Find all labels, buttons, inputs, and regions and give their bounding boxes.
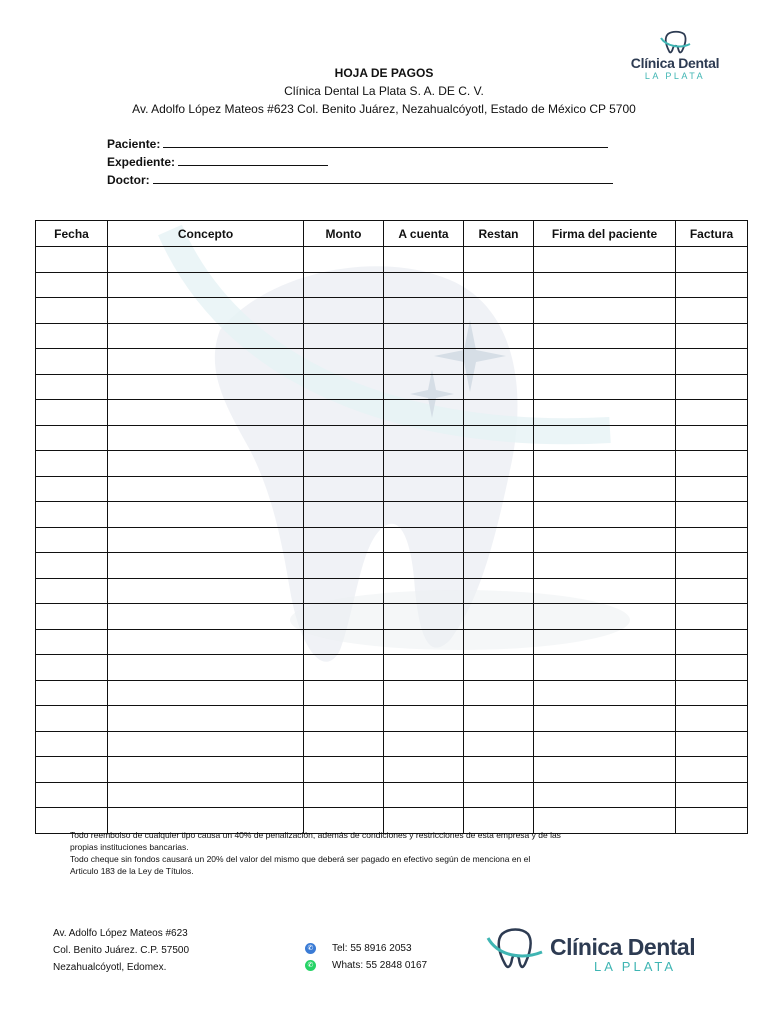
table-cell[interactable] [108, 476, 304, 502]
table-row [36, 451, 748, 477]
table-cell[interactable] [676, 323, 748, 349]
table-cell[interactable] [464, 247, 534, 273]
table-cell[interactable] [108, 578, 304, 604]
table-cell[interactable] [384, 374, 464, 400]
table-cell[interactable] [464, 731, 534, 757]
table-cell[interactable] [304, 247, 384, 273]
table-cell[interactable] [304, 374, 384, 400]
column-header-amount: Monto [304, 221, 384, 247]
table-cell[interactable] [36, 629, 108, 655]
table-cell[interactable] [36, 680, 108, 706]
phone-icon: ✆ [305, 943, 316, 954]
table-cell[interactable] [108, 604, 304, 630]
table-cell[interactable] [676, 502, 748, 528]
table-cell[interactable] [676, 553, 748, 579]
table-cell[interactable] [36, 476, 108, 502]
table-cell[interactable] [304, 400, 384, 426]
table-cell[interactable] [36, 374, 108, 400]
table-cell[interactable] [534, 655, 676, 681]
note-line: Todo cheque sin fondos causará un 20% del valor del mismo que deberá ser pagado en efectivo según de menciona en el [70, 854, 531, 864]
table-cell[interactable] [108, 425, 304, 451]
note-line: propias instituciones bancarias. [70, 842, 189, 852]
table-row [36, 553, 748, 579]
table-cell[interactable] [304, 298, 384, 324]
table-cell[interactable] [534, 272, 676, 298]
table-cell[interactable] [304, 578, 384, 604]
table-cell[interactable] [108, 323, 304, 349]
table-row [36, 374, 748, 400]
table-cell[interactable] [36, 604, 108, 630]
table-cell[interactable] [464, 323, 534, 349]
table-cell[interactable] [36, 553, 108, 579]
table-cell[interactable] [464, 451, 534, 477]
table-cell[interactable] [676, 374, 748, 400]
table-cell[interactable] [108, 629, 304, 655]
table-cell[interactable] [676, 655, 748, 681]
footer-address-line: Av. Adolfo López Mateos #623 [53, 928, 188, 939]
table-cell[interactable] [384, 757, 464, 783]
table-cell[interactable] [304, 553, 384, 579]
table-row [36, 731, 748, 757]
table-row [36, 349, 748, 375]
company-address: Av. Adolfo López Mateos #623 Col. Benito Juárez, Nezahualcóyotl, Estado de México CP 5700 [132, 102, 636, 116]
table-cell[interactable] [534, 527, 676, 553]
table-cell[interactable] [36, 502, 108, 528]
table-row [36, 476, 748, 502]
table-cell[interactable] [304, 451, 384, 477]
table-cell[interactable] [464, 476, 534, 502]
table-cell[interactable] [108, 757, 304, 783]
table-cell[interactable] [384, 604, 464, 630]
table-cell[interactable] [464, 680, 534, 706]
table-cell[interactable] [676, 757, 748, 783]
table-cell[interactable] [304, 323, 384, 349]
footer-address [53, 925, 189, 976]
table-row [36, 527, 748, 553]
table-cell[interactable] [36, 706, 108, 732]
table-cell[interactable] [108, 451, 304, 477]
table-cell[interactable] [676, 349, 748, 375]
tooth-logo-icon [658, 30, 692, 56]
table-cell[interactable] [36, 731, 108, 757]
table-cell[interactable] [676, 731, 748, 757]
table-cell[interactable] [108, 272, 304, 298]
table-cell[interactable] [304, 706, 384, 732]
table-row [36, 298, 748, 324]
logo-sub: LA PLATA [644, 71, 706, 81]
table-cell[interactable] [36, 400, 108, 426]
table-row [36, 272, 748, 298]
table-cell[interactable] [304, 782, 384, 808]
table-cell[interactable] [464, 782, 534, 808]
doctor-label: Doctor: [107, 173, 150, 187]
table-cell[interactable] [676, 578, 748, 604]
table-row [36, 757, 748, 783]
table-cell[interactable] [304, 731, 384, 757]
record-label: Expediente: [107, 155, 176, 169]
table-cell[interactable] [676, 247, 748, 273]
footer-contact [305, 940, 427, 974]
table-cell[interactable] [676, 629, 748, 655]
table-cell[interactable] [108, 731, 304, 757]
record-field[interactable] [107, 153, 613, 171]
table-cell[interactable] [36, 298, 108, 324]
table-row [36, 323, 748, 349]
column-header-signature: Firma del paciente [534, 221, 676, 247]
table-cell[interactable] [464, 706, 534, 732]
table-cell[interactable] [676, 782, 748, 808]
table-body [36, 247, 748, 834]
phone-number: Tel: 55 8916 2053 [332, 943, 412, 954]
table-cell[interactable] [304, 502, 384, 528]
footer-logo [484, 926, 714, 976]
table-cell[interactable] [464, 655, 534, 681]
table-cell[interactable] [464, 578, 534, 604]
table-cell[interactable] [464, 553, 534, 579]
table-cell[interactable] [304, 425, 384, 451]
table-row [36, 706, 748, 732]
table-cell[interactable] [464, 502, 534, 528]
table-cell[interactable] [534, 731, 676, 757]
table-cell[interactable] [304, 680, 384, 706]
table-row [36, 680, 748, 706]
table-cell[interactable] [384, 400, 464, 426]
table-cell[interactable] [304, 476, 384, 502]
column-header-date: Fecha [36, 221, 108, 247]
table-cell[interactable] [676, 451, 748, 477]
table-cell[interactable] [534, 757, 676, 783]
table-cell[interactable] [384, 578, 464, 604]
table-cell[interactable] [464, 400, 534, 426]
table-cell[interactable] [534, 502, 676, 528]
table-cell[interactable] [464, 425, 534, 451]
table-cell[interactable] [36, 349, 108, 375]
table-cell[interactable] [676, 400, 748, 426]
table-cell[interactable] [384, 706, 464, 732]
table-cell[interactable] [534, 680, 676, 706]
patient-field[interactable] [107, 135, 613, 153]
table-row [36, 655, 748, 681]
table-cell[interactable] [534, 706, 676, 732]
table-cell[interactable] [304, 349, 384, 375]
table-cell[interactable] [464, 374, 534, 400]
table-cell[interactable] [36, 655, 108, 681]
table-cell[interactable] [534, 349, 676, 375]
table-cell[interactable] [36, 527, 108, 553]
table-cell[interactable] [384, 629, 464, 655]
doctor-line [153, 171, 613, 184]
table-cell[interactable] [676, 476, 748, 502]
tooth-logo-icon [484, 926, 544, 976]
table-cell[interactable] [534, 553, 676, 579]
table-row [36, 629, 748, 655]
column-header-concept: Concepto [108, 221, 304, 247]
table-cell[interactable] [36, 272, 108, 298]
footer-logo-sub: LA PLATA [594, 959, 677, 974]
table-row [36, 604, 748, 630]
table-cell[interactable] [464, 298, 534, 324]
table-cell[interactable] [534, 247, 676, 273]
table-cell[interactable] [534, 323, 676, 349]
table-cell[interactable] [108, 782, 304, 808]
table-cell[interactable] [384, 553, 464, 579]
table-cell[interactable] [36, 782, 108, 808]
table-cell[interactable] [108, 527, 304, 553]
table-cell[interactable] [108, 400, 304, 426]
patient-fields [107, 135, 613, 189]
table-cell[interactable] [384, 247, 464, 273]
table-cell[interactable] [108, 553, 304, 579]
table-cell[interactable] [534, 298, 676, 324]
table-cell[interactable] [464, 349, 534, 375]
footer-address-line: Nezahualcóyotl, Edomex. [53, 962, 167, 973]
whatsapp-number: Whats: 55 2848 0167 [332, 960, 428, 971]
table-cell[interactable] [108, 247, 304, 273]
table-cell[interactable] [534, 629, 676, 655]
table-cell[interactable] [384, 527, 464, 553]
table-cell[interactable] [534, 782, 676, 808]
table-cell[interactable] [534, 451, 676, 477]
table-cell[interactable] [676, 706, 748, 732]
table-cell[interactable] [534, 374, 676, 400]
note-line: Todo reembolso de cualquier tipo causa un 40% de penalización, además de condiciones y restricciones de esta empresa y de las [70, 830, 561, 840]
table-cell[interactable] [304, 629, 384, 655]
table-row [36, 400, 748, 426]
table-cell[interactable] [464, 272, 534, 298]
table-cell[interactable] [464, 757, 534, 783]
table-cell[interactable] [534, 476, 676, 502]
table-cell[interactable] [36, 247, 108, 273]
table-cell[interactable] [464, 527, 534, 553]
table-cell[interactable] [676, 680, 748, 706]
company-name: Clínica Dental La Plata S. A. DE C. V. [284, 84, 484, 98]
table-cell[interactable] [36, 425, 108, 451]
table-cell[interactable] [108, 298, 304, 324]
table-cell[interactable] [676, 298, 748, 324]
patient-line [163, 135, 608, 148]
table-cell[interactable] [304, 757, 384, 783]
table-row [36, 247, 748, 273]
document-title: HOJA DE PAGOS [334, 66, 434, 80]
table-cell[interactable] [108, 374, 304, 400]
table-cell[interactable] [304, 655, 384, 681]
table-row [36, 425, 748, 451]
terms-notes [70, 829, 690, 877]
table-cell[interactable] [36, 323, 108, 349]
table-cell[interactable] [384, 502, 464, 528]
table-cell[interactable] [676, 527, 748, 553]
table-cell[interactable] [384, 655, 464, 681]
whatsapp-icon: ✆ [305, 960, 316, 971]
table-cell[interactable] [676, 272, 748, 298]
footer-address-line: Col. Benito Juárez. C.P. 57500 [53, 945, 190, 956]
column-header-remaining: Restan [464, 221, 534, 247]
table-cell[interactable] [108, 706, 304, 732]
table-row [36, 502, 748, 528]
table-header-row [36, 221, 748, 247]
table-cell[interactable] [36, 757, 108, 783]
table-cell[interactable] [384, 323, 464, 349]
doctor-field[interactable] [107, 171, 613, 189]
table-cell[interactable] [384, 680, 464, 706]
logo-name: Clínica Dental [630, 55, 720, 71]
table-cell[interactable] [384, 731, 464, 757]
table-row [36, 782, 748, 808]
table-cell[interactable] [676, 425, 748, 451]
column-header-on-account: A cuenta [384, 221, 464, 247]
table-cell[interactable] [304, 604, 384, 630]
table-cell[interactable] [534, 604, 676, 630]
record-line [178, 153, 328, 166]
payments-table [35, 220, 748, 834]
table-row [36, 578, 748, 604]
footer-logo-name: Clínica Dental [550, 934, 696, 960]
phone-row [305, 940, 427, 957]
table-cell[interactable] [304, 272, 384, 298]
whatsapp-row [305, 957, 427, 974]
table-cell[interactable] [384, 349, 464, 375]
table-cell[interactable] [108, 502, 304, 528]
table-cell[interactable] [384, 782, 464, 808]
table-cell[interactable] [108, 655, 304, 681]
table-cell[interactable] [676, 604, 748, 630]
note-line: Articulo 183 de la Ley de Títulos. [70, 866, 194, 876]
table-cell[interactable] [534, 578, 676, 604]
table-cell[interactable] [464, 629, 534, 655]
table-cell[interactable] [108, 349, 304, 375]
table-cell[interactable] [464, 604, 534, 630]
table-cell[interactable] [384, 476, 464, 502]
table-cell[interactable] [534, 400, 676, 426]
table-cell[interactable] [384, 298, 464, 324]
column-header-invoice: Factura [676, 221, 748, 247]
patient-label: Paciente: [107, 137, 161, 151]
table-cell[interactable] [384, 451, 464, 477]
table-cell[interactable] [534, 425, 676, 451]
table-cell[interactable] [384, 425, 464, 451]
table-cell[interactable] [304, 527, 384, 553]
table-cell[interactable] [36, 451, 108, 477]
table-cell[interactable] [108, 680, 304, 706]
table-cell[interactable] [36, 578, 108, 604]
table-cell[interactable] [384, 272, 464, 298]
